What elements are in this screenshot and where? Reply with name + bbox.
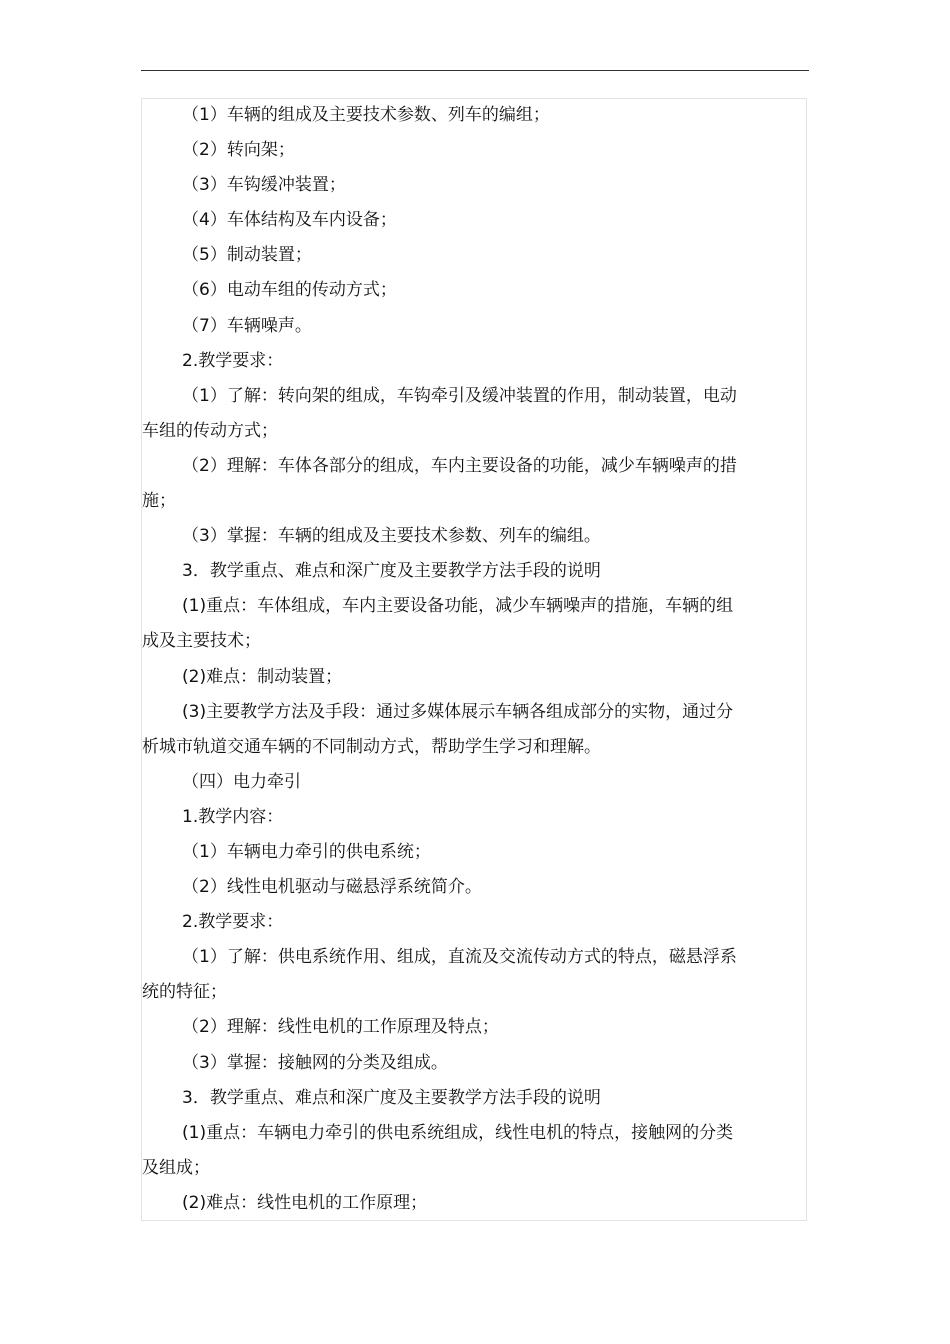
paragraph-line: （1）了解：转向架的组成，车钩牵引及缓冲装置的作用，制动装置，电动	[182, 385, 737, 406]
paragraph-line: （1）了解：供电系统作用、组成，直流及交流传动方式的特点，磁悬浮系	[182, 947, 737, 968]
paragraph-continuation-line: 成及主要技术；	[142, 631, 261, 652]
document-body	[142, 98, 808, 1221]
paragraph-continuation-line: 统的特征；	[142, 982, 227, 1003]
paragraph-line: 3．教学重点、难点和深广度及主要教学方法手段的说明	[182, 1087, 601, 1108]
paragraph-line: （7）车辆噪声。	[182, 315, 312, 336]
paragraph-continuation-line: 车组的传动方式；	[142, 420, 278, 441]
paragraph-continuation-line: 析城市轨道交通车辆的不同制动方式，帮助学生学习和理解。	[142, 736, 601, 757]
paragraph-line: (1)重点：车体组成，车内主要设备功能，减少车辆噪声的措施，车辆的组	[182, 596, 734, 617]
paragraph-continuation-line: 施；	[142, 491, 176, 512]
paragraph-line: 2.教学要求：	[182, 912, 284, 933]
paragraph-line: （3）掌握：接触网的分类及组成。	[182, 1052, 448, 1073]
paragraph-line: （3）掌握：车辆的组成及主要技术参数、列车的编组。	[182, 526, 601, 547]
paragraph-line: 3．教学重点、难点和深广度及主要教学方法手段的说明	[182, 561, 601, 582]
paragraph-line: （2）理解：车体各部分的组成，车内主要设备的功能，减少车辆噪声的措	[182, 455, 737, 476]
paragraph-line: （四）电力牵引	[182, 771, 301, 792]
paragraph-continuation-line: 及组成；	[142, 1157, 210, 1178]
paragraph-line: (2)难点：制动装置；	[182, 666, 343, 687]
paragraph-line: （1）车辆电力牵引的供电系统；	[182, 841, 431, 862]
paragraph-line: （5）制动装置；	[182, 245, 312, 266]
paragraph-line: （2）转向架；	[182, 140, 295, 161]
paragraph-line: （3）车钩缓冲装置；	[182, 175, 346, 196]
paragraph-line: (2)难点：线性电机的工作原理；	[182, 1192, 428, 1213]
paragraph-line: （6）电动车组的传动方式；	[182, 280, 397, 301]
paragraph-line: （2）线性电机驱动与磁悬浮系统简介。	[182, 877, 482, 898]
header-rule	[141, 70, 809, 71]
paragraph-line: 2.教学要求：	[182, 350, 284, 371]
paragraph-line: （4）车体结构及车内设备；	[182, 210, 397, 231]
paragraph-line: （1）车辆的组成及主要技术参数、列车的编组；	[182, 105, 550, 125]
paragraph-line: 1.教学内容：	[182, 806, 284, 827]
paragraph-line: (1)重点：车辆电力牵引的供电系统组成，线性电机的特点，接触网的分类	[182, 1122, 734, 1143]
paragraph-line: (3)主要教学方法及手段：通过多媒体展示车辆各组成部分的实物，通过分	[182, 701, 734, 722]
paragraph-line: （2）理解：线性电机的工作原理及特点；	[182, 1017, 499, 1038]
